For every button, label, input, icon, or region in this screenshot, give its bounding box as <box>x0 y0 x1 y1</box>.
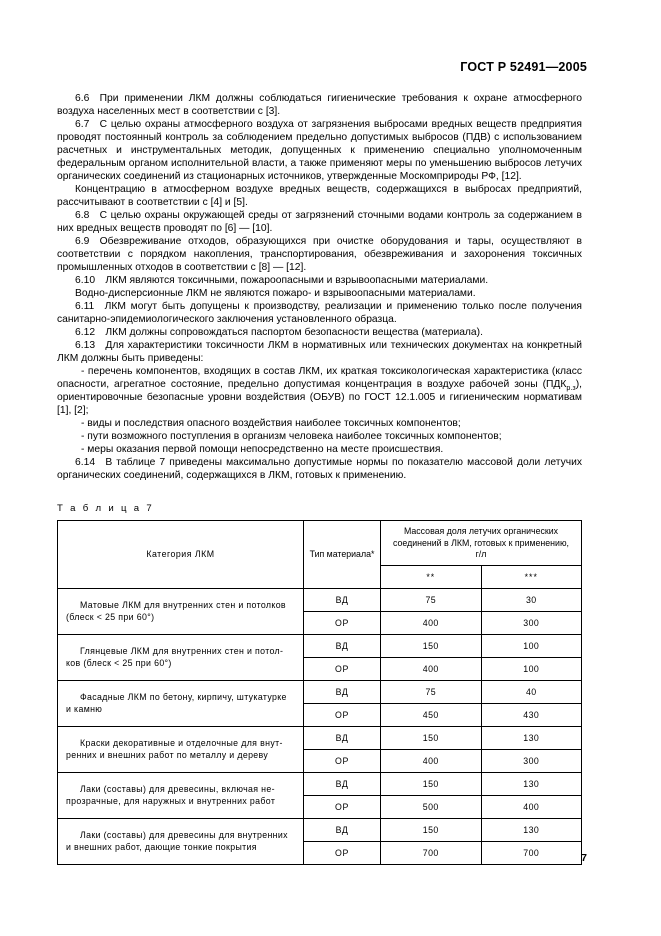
table-cell-material-type: ВД <box>304 588 381 611</box>
voc-limits-table <box>57 520 582 865</box>
paragraph-water-dispersion <box>57 287 582 300</box>
table-row <box>58 726 582 749</box>
table-cell-category <box>58 588 304 634</box>
table-cell-value-two-stars: 500 <box>381 795 482 818</box>
table-row <box>58 818 582 841</box>
paragraph-6-6 <box>57 92 582 118</box>
table-cell-value-two-stars: 400 <box>381 749 482 772</box>
bullet-text: меры оказания первой помощи непосредственно на месте происшествия. <box>87 444 444 455</box>
table-cell-material-type: ОР <box>304 749 381 772</box>
table-head <box>58 521 582 589</box>
paragraph-text: Обезвреживание отходов, образующихся при очистке оборудования и тары, осуществляют в соответствии с порядком накопления, транспортирования, обезвреживания и захоронения токсичных промышленных отходов в соответствии с [8] — [12]. <box>57 236 582 273</box>
bullet-text-after-subscript: ), ориентировочные безопасные уровни воздействия (ОБУВ) по ГОСТ 12.1.005 и гигиеническим нормативам [1], [2]; <box>57 379 582 416</box>
table-cell-material-type: ОР <box>304 703 381 726</box>
table-cell-value-three-stars: 100 <box>481 634 582 657</box>
table-header-row-main <box>58 521 582 566</box>
table-cell-value-two-stars: 75 <box>381 680 482 703</box>
table-cell-category <box>58 634 304 680</box>
paragraph-6-13 <box>57 339 582 365</box>
category-line-1: Фасадные ЛКМ по бетону, кирпичу, штукатурке <box>80 691 287 702</box>
bullet-exposure-routes <box>57 430 582 443</box>
table-cell-category <box>58 818 304 864</box>
paragraph-number: 6.7 <box>75 119 90 130</box>
table-cell-value-two-stars: 400 <box>381 657 482 680</box>
paragraph-number: 6.6 <box>75 93 90 104</box>
table-cell-material-type: ОР <box>304 841 381 864</box>
category-line-1: Матовые ЛКМ для внутренних стен и потолков <box>80 599 286 610</box>
paragraph-6-10 <box>57 274 582 287</box>
table-row <box>58 772 582 795</box>
table-cell-value-three-stars: 300 <box>481 749 582 772</box>
paragraph-text: Для характеристики токсичности ЛКМ в нормативных или технических документах на конкретный ЛКМ должны быть приведены: <box>57 340 582 364</box>
table-cell-material-type: ВД <box>304 818 381 841</box>
paragraph-text: В таблице 7 приведены максимально допустимые нормы по показателю массовой доли летучих органических соединений, содержащихся в ЛКМ, готовых к применению. <box>57 457 582 481</box>
category-line-1: Глянцевые ЛКМ для внутренних стен и потол- <box>80 645 284 656</box>
paragraph-text: Водно-дисперсионные ЛКМ не являются пожаро- и взрывоопасными материалами. <box>75 288 476 299</box>
paragraph-number: 6.10 <box>75 275 96 286</box>
paragraph-6-14 <box>57 456 582 482</box>
paragraph-number: 6.14 <box>75 457 96 468</box>
table-cell-category <box>58 726 304 772</box>
table-cell-material-type: ОР <box>304 795 381 818</box>
category-line-2: прозрачные, для наружных и внутренних работ <box>66 796 276 806</box>
paragraph-6-9 <box>57 235 582 274</box>
table-cell-value-two-stars: 450 <box>381 703 482 726</box>
table-cell-value-two-stars: 75 <box>381 588 482 611</box>
paragraph-text: С целью охраны атмосферного воздуха от загрязнения выбросами вредных веществ предприятия проводят постоянный контроль за соблюдением предельно допустимых выбросов (ПДВ) с использованием расчетных и инструментальных методик, допущенных к применению специально уполномоченным федеральным органом исполнительной власти, а также применяют меры по уменьшению выбросов летучих органических соединений из стационарных источников, утвержденные Москомприроды РФ, [12]. <box>57 119 582 182</box>
table-cell-value-two-stars: 150 <box>381 634 482 657</box>
table-cell-value-three-stars: 400 <box>481 795 582 818</box>
table-row <box>58 634 582 657</box>
paragraph-number: 6.13 <box>75 340 96 351</box>
table-cell-value-two-stars: 150 <box>381 818 482 841</box>
table-body <box>58 588 582 864</box>
table-header-type: Тип материала* <box>304 521 381 589</box>
table-row <box>58 588 582 611</box>
paragraph-text: При применении ЛКМ должны соблюдаться гигиенические требования к охране атмосферного воздуха населенных мест в соответствии с [3]. <box>57 93 582 117</box>
paragraph-text: ЛКМ могут быть допущены к производству, реализации и применению только после получения санитарно-эпидемиологического заключения установленного образца. <box>57 301 582 325</box>
paragraph-6-8 <box>57 209 582 235</box>
paragraph-6-11 <box>57 300 582 326</box>
category-line-2: (блеск < 25 при 60°) <box>66 612 155 622</box>
table-cell-value-two-stars: 150 <box>381 726 482 749</box>
body-text-block <box>57 92 582 482</box>
category-line-1: Лаки (составы) для древесины, включая не- <box>80 783 275 794</box>
table-header-sub-two-stars: ** <box>381 565 482 588</box>
category-line-2: и внешних работ, дающие тонкие покрытия <box>66 842 257 852</box>
table-cell-value-three-stars: 130 <box>481 726 582 749</box>
table-header-voc-group: Массовая доля летучих органических соединений в ЛКМ, готовых к применению, г/л <box>381 521 582 566</box>
table-cell-value-three-stars: 130 <box>481 818 582 841</box>
bullet-dash: - <box>81 444 88 455</box>
paragraph-number: 6.11 <box>75 301 95 312</box>
standard-header: ГОСТ Р 52491—2005 <box>460 60 587 74</box>
category-line-2: ренних и внешних работ по металлу и дереву <box>66 750 269 760</box>
bullet-text: виды и последствия опасного воздействия наиболее токсичных компонентов; <box>87 418 461 429</box>
table-row <box>58 680 582 703</box>
paragraph-6-12 <box>57 326 582 339</box>
pdk-subscript: р.з <box>566 382 576 392</box>
table-cell-material-type: ОР <box>304 611 381 634</box>
table-cell-value-three-stars: 130 <box>481 772 582 795</box>
bullet-text-before-subscript: перечень компонентов, входящих в состав ЛКМ, их краткая токсикологическая характеристика (класс опасности, агрегатное состояние, предельно допустимая концентрация в воздухе рабочей зоны (ПДК <box>57 366 582 390</box>
table-cell-value-three-stars: 300 <box>481 611 582 634</box>
table-cell-category <box>58 680 304 726</box>
table-cell-material-type: ВД <box>304 772 381 795</box>
paragraph-number: 6.9 <box>75 236 90 247</box>
paragraph-text: ЛКМ являются токсичными, пожароопасными и взрывоопасными материалами. <box>105 275 489 286</box>
bullet-text: пути возможного поступления в организм человека наиболее токсичных компонентов; <box>87 431 502 442</box>
paragraph-number: 6.8 <box>75 210 90 221</box>
bullet-dash: - <box>81 431 88 442</box>
paragraph-text: ЛКМ должны сопровождаться паспортом безопасности вещества (материала). <box>105 327 483 338</box>
table-cell-material-type: ВД <box>304 680 381 703</box>
table-cell-material-type: ОР <box>304 657 381 680</box>
table-cell-value-three-stars: 700 <box>481 841 582 864</box>
table-cell-value-three-stars: 40 <box>481 680 582 703</box>
paragraph-number: 6.12 <box>75 327 96 338</box>
bullet-first-aid <box>57 443 582 456</box>
table-header-sub-three-stars: *** <box>481 565 582 588</box>
table-cell-category <box>58 772 304 818</box>
category-line-1: Лаки (составы) для древесины для внутренних <box>80 829 288 840</box>
paragraph-concentration <box>57 183 582 209</box>
table-cell-material-type: ВД <box>304 634 381 657</box>
bullet-effects <box>57 417 582 430</box>
table-cell-material-type: ВД <box>304 726 381 749</box>
table-cell-value-three-stars: 100 <box>481 657 582 680</box>
table-cell-value-two-stars: 700 <box>381 841 482 864</box>
page-number: 7 <box>581 852 587 864</box>
paragraph-text: Концентрацию в атмосферном воздухе вредных веществ, содержащихся в выбросах предприятий, рассчитывают в соответствии с [4] и [5]. <box>57 184 582 208</box>
paragraph-text: С целью охраны окружающей среды от загрязнений сточными водами контроль за содержанием в них вредных веществ проводят по [6] — [10]. <box>57 210 582 234</box>
table-cell-value-three-stars: 30 <box>481 588 582 611</box>
category-line-2: и камню <box>66 704 103 714</box>
bullet-components <box>57 365 582 417</box>
bullet-dash: - <box>81 418 88 429</box>
category-line-1: Краски декоративные и отделочные для внут- <box>80 737 283 748</box>
table-cell-value-two-stars: 150 <box>381 772 482 795</box>
paragraph-6-7 <box>57 118 582 183</box>
bullet-dash: - <box>81 366 88 377</box>
table-cell-value-three-stars: 430 <box>481 703 582 726</box>
category-line-2: ков (блеск < 25 при 60°) <box>66 658 172 668</box>
table-caption: Т а б л и ц а 7 <box>57 503 154 514</box>
table-cell-value-two-stars: 400 <box>381 611 482 634</box>
table-header-category: Категория ЛКМ <box>58 521 304 589</box>
